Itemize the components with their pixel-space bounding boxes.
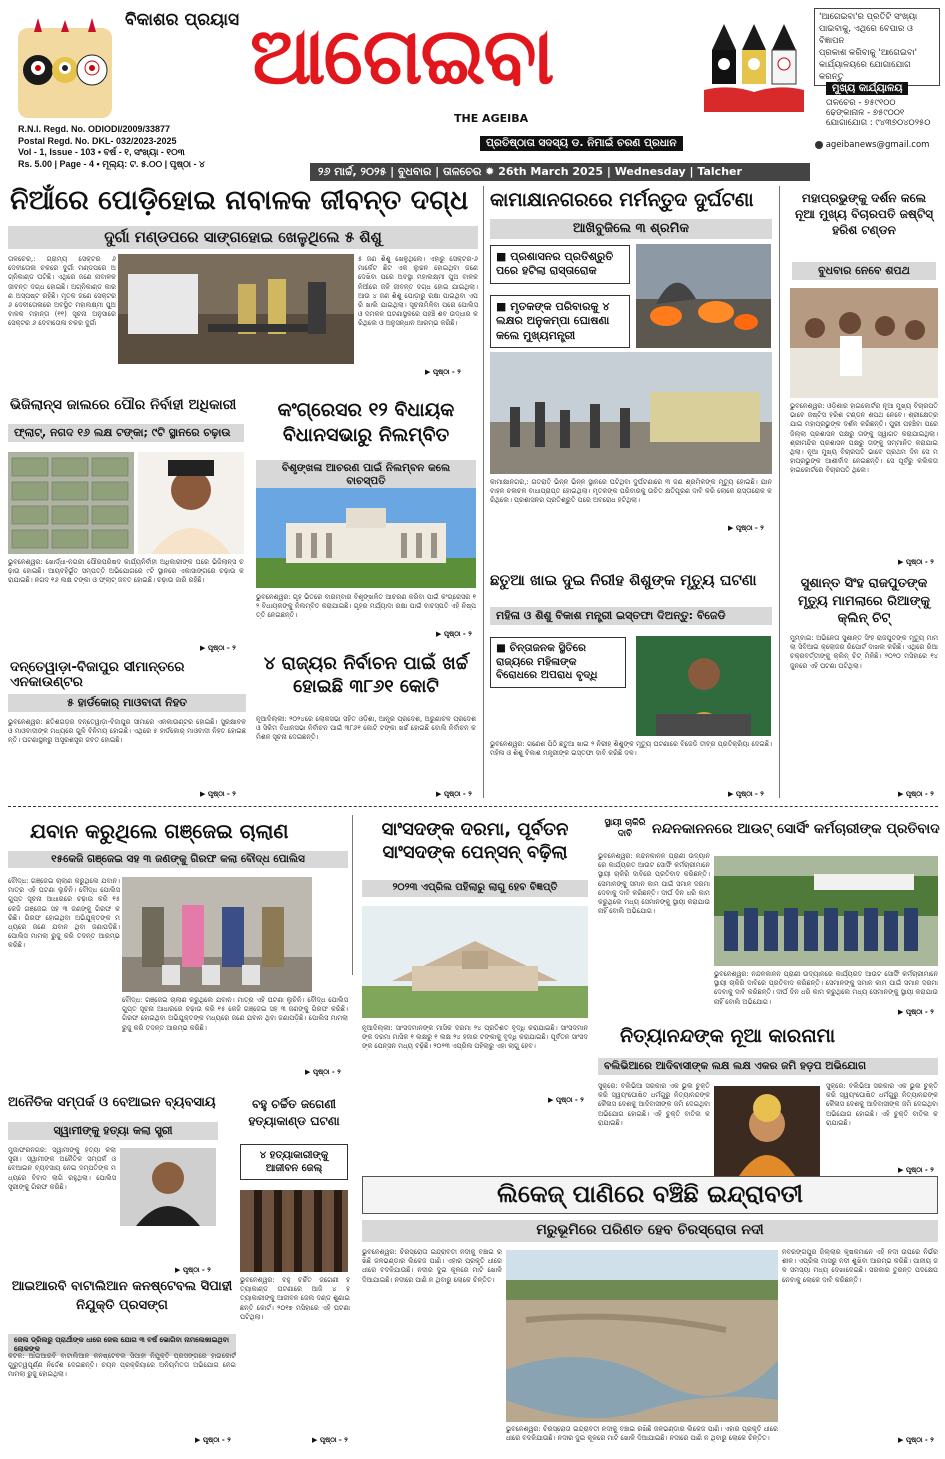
subhead-nithyananda: ବଲିଭିଆରେ ଆଦିବାସୀଙ୍କ ଲକ୍ଷ ଲକ୍ଷ ଏକର ଜମି ହଡ଼ପ ଅଭିଯୋଗ	[598, 1058, 938, 1075]
body-mp-salary: ନୂଆଦିଲ୍ଲୀ: ସାଂସଦମାନଙ୍କ ମାସିକ ଦରମା ୨୪ ପ୍ରତିଶତ ବୃଦ୍ଧି କରାଯାଇଛି। ସାଂସଦମାନଙ୍କ ଦରମା ମାସିକ ୧ ଲକ୍ଷରୁ ୧ ଲକ୍ଷ ୨୪ ହଜାର ଟଙ୍କାକୁ ବୃଦ୍ଧି କରାଯାଇଛି। ପୂର୍ବତନ ସାଂସଦଙ୍କ ପେନ୍ସନ ମଧ୍ୟ ବଢ଼ିଛି। ୨୦୨୩ ଏପ୍ରିଲ ପହିଲାରୁ ଏହା ଲାଗୁ ହେବ।	[362, 1024, 588, 1051]
photo-assembly	[256, 488, 476, 588]
body-nandankanan-bottom: ଭୁବନେଶ୍ୱର: ନନ୍ଦନକାନନ ପ୍ରାଣୀ ଉଦ୍ୟାନରେ କାର୍ଯ୍ୟରତ ଆଉଟ ସୋର୍ସିଂ କର୍ମଚାରୀମାନେ ସ୍ଥାୟୀ ଚାକିରି ଦାବିରେ ପ୍ରତିବାଦ କରିଛନ୍ତି। ସେମାନଙ୍କୁ ସମାନ କାମ ପାଇଁ ସମାନ ଦରମା ଦେବାକୁ ଦାବି କରିଛନ୍ତି। ଦୀର୍ଘ ଦିନ ଧରି କାମ କରୁଥିଲେ ମଧ୍ୟ ସେମାନଙ୍କୁ ସ୍ଥାୟୀ କରାଯାଉନାହିଁ ବୋଲି ଅଭିଯୋଗ।	[714, 970, 938, 1006]
body-indravati-caption: ଭୁବନେଶ୍ୱର: ଚିରସ୍ରୋତା ଇନ୍ଦ୍ରାବତୀ ନଦୀକୁ ବଞ୍ଚାଇ ରଖିଛି ଜଳଭଣ୍ଡାର ଲିକେଜ ପାଣି। ଏହାର ପ୍ରକୃତି ଧୀରେ ଧୀରେ ବଦଳିଯାଉଛି। ନଦୀର ଦୁଇ କୂଳରେ ମାଟି ଖୋଳି ଦିଆଯାଇଛି। ନଦୀରେ ପାଣି ନ ଥିବାରୁ ଲୋକେ ଚିନ୍ତିତ।	[506, 1425, 778, 1443]
registration-block	[18, 124, 298, 170]
continue-vigilance[interactable]: ▶ ପୃଷ୍ଠା - ୨	[200, 644, 236, 652]
body-illicit: ମୁଜାଫରନଗର: ସ୍ୱାମୀଙ୍କୁ ହତ୍ୟା କଲା ସ୍ତ୍ରୀ। ସ୍ୱାମୀଙ୍କ ଅନୈତିକ ସମ୍ପର୍କ ଓ ବେଆଇନ ବ୍ୟବସାୟ ନେଇ ଦମ୍ପତିଙ୍କ ମଧ୍ୟରେ ବିବାଦ ଲାଗି ରହୁଥିଲା। ପୋଲିସ ସ୍ତ୍ରୀଙ୍କୁ ଗିରଫ କରିଛି।	[8, 1146, 116, 1191]
body-encounter: ଭୁବନେଶ୍ୱର: ଛତିଶଗଡ଼ର ଦନ୍ତେୱାଡ଼ା-ବିଜାପୁର ସୀମାରେ ଏନକାଉଣ୍ଟର ହୋଇଛି। ସୁରକ୍ଷାବଳ ଓ ମାଓବାଦୀଙ୍କ ମଧ୍ୟରେ ଗୁଳି ବିନିମୟ ହୋଇଛି। ଏଥିରେ ୫ ହାର୍ଡକୋର୍ ମାଓବାଦୀ ନିହତ ହୋଇଛନ୍ତି। ଘଟଣାସ୍ଥଳରୁ ଅସ୍ତ୍ରଶସ୍ତ୍ର ଜବତ ହୋଇଛି।	[8, 718, 246, 745]
bullet-accident-1: ■ ପ୍ରଶାସନର ପ୍ରତିଶ୍ରୁତି ପରେ ହଟିଲା ରାସ୍ତାରୋକ	[490, 245, 630, 284]
office-line: ତାଳଚେର - ୭୫୯୧୦୦	[826, 98, 896, 108]
office-label: ମୁଖ୍ୟ କାର୍ଯ୍ୟାଳୟ	[826, 82, 908, 95]
photo-protest	[714, 856, 938, 966]
body-fire-right: ୫ ଜଣ ଶିଶୁ ଖେଳୁଥିଲେ। ଏହାରୁ ସେକ୍ଟର-୬ ମାର୍କେଟ ଛିଟ ଏକ ଲୁଚ୍ଚନ ହୋଇଥିବା ଜଣେ ଦେଖିବା ପରେ ଅବସ୍ଥା ମହାଲକ୍ଷ୍ମୀ ପୁଅ ବାଳକ ନିଆଁରେ ଜଳି ଜୀବନ୍ତ ଦଗ୍ଧ ହୋଇ ଯାଇଥିଲା। ଆଉ ୪ ଜଣ ଶିଶୁ ପୋଡ଼ାରୁ ରକ୍ଷା ପାଇଥିବା ଏପରି ଖାଲି ଯାଇଥିଲା। ସୂଚନାମିଳିବା ପରେ ପୋଲିସ ଓ ଦମକଳ ଘଟଣାସ୍ଥଳରେ ପହଞ୍ଚି ଶବ ଉଦ୍ଧାର କରିଥିଲେ ଓ ଅନୁସନ୍ଧାନ ଆରମ୍ଭ କରିଛି।	[358, 255, 478, 328]
postal-number: Postal Regd. No. DKL- 032/2023-2025	[18, 135, 177, 146]
office-contacts	[826, 98, 941, 128]
photo-fire-rescue	[118, 254, 354, 364]
subhead-jageni: ୪ ହତ୍ୟାକାରୀଙ୍କୁ ଆଜୀବନ ଜେଲ୍	[240, 1144, 348, 1180]
headline-mp-salary: ସାଂସଦଙ୍କ ଦରମା, ପୂର୍ବତନ ସାଂସଦଙ୍କ ପେନ୍ସନ୍ ବଢ଼ିଲା	[381, 819, 569, 864]
headline-mushroom: ଛତୁଆ ଖାଇ ଦୁଇ ନିରୀହ ଶିଶୁଙ୍କ ମୃତ୍ୟୁ ଘଟଣା	[490, 571, 757, 589]
price-page: Rs. 5.00 | Page - 4 • ମୂଲ୍ୟ: ଟ. ୫.୦୦ | ପୃଷ୍ଠା - ୪	[18, 158, 205, 169]
column-divider	[352, 815, 353, 975]
body-accident: କାମାକ୍ଷାନଗର,: ଗତରାତି ଭିନ୍ନ ଭିନ୍ନ ସ୍ଥାନରେ ଘଟିଥିବା ଦୁର୍ଘଟଣାରେ ୩ ଜଣ ଶ୍ରମିକଙ୍କ ମୃତ୍ୟୁ ହୋଇଛି। ଯାନବାହନ ଚଳାଚଳ ବାଧାପ୍ରାପ୍ତ ହୋଇଥିଲା। ମୃତକଙ୍କ ପରିବାରକୁ ଉଚିତ କ୍ଷତିପୂରଣ ଦାବି କରି ଲୋକେ ରାସ୍ତାରୋକ କରିଥିଲେ। ପ୍ରଶାସନର ପ୍ରତିଶ୍ରୁତି ପରେ ଅବରୋଧ ହଟିଥିଲା।	[490, 478, 772, 505]
continue-chief-justice[interactable]: ▶ ପୃଷ୍ଠା - ୨	[898, 558, 934, 566]
continue-accident[interactable]: ▶ ପୃଷ୍ଠା - ୨	[728, 524, 764, 532]
photo-parliament	[362, 906, 588, 1018]
continue-jageni[interactable]: ▶ ପୃଷ୍ଠା - ୨	[312, 1436, 348, 1444]
promo-box	[814, 8, 940, 86]
masthead-title: ଆଗେଇବା	[250, 11, 553, 102]
continue-congress[interactable]: ▶ ପୃଷ୍ଠା - ୨	[436, 630, 472, 638]
headline-jageni: ବହୁ ଚର୍ଚ୍ଚିତ ଜଗେଣୀ ହତ୍ୟାକାଣ୍ଡ ଘଟଣା	[248, 1097, 340, 1129]
column-divider	[483, 186, 484, 798]
column-divider	[779, 186, 780, 798]
subhead-vigilance: ଫ୍ଲାଟ୍, ନଗଦ ୧୬ ଲକ୍ଷ ଟଙ୍କା; ୯ଟି ସ୍ଥାନରେ ଚଢ଼ାଉ	[8, 424, 244, 442]
promo-line: ପାଇବାକୁ, ଏଥିରେ ବେପାର ଓ ବିଜ୍ଞାପନ	[819, 24, 913, 46]
continue-irb[interactable]: ▶ ପୃଷ୍ଠା - ୨	[195, 1436, 231, 1444]
headline-indravati: ଲିକେଜ୍ ପାଣିରେ ବଞ୍ଚିଛି ଇନ୍ଦ୍ରାବତୀ	[497, 1180, 803, 1208]
headline-chief-justice: ମହାପ୍ରଭୁଙ୍କୁ ଦର୍ଶନ କଲେ ନୂଆ ମୁଖ୍ୟ ବିଚାରପତି ଜଷ୍ଟିସ୍ ହରିଶ ଟଣ୍ଡନ	[795, 191, 933, 238]
body-indravati-right: ନବରଙ୍ଗପୁର ଜିଲ୍ଲାର କୃଷକମାନେ ଏହି ନଦୀ ଉପରେ ନିର୍ଭରଶୀଳ। ଏପ୍ରିଲ ମାସରୁ ନଦୀ ଶୁଖିବା ଆରମ୍ଭ କରିଛି। ପାନୀୟ ଜଳ ସମସ୍ୟା ମଧ୍ୟ ଦେଖାଦେଇଛି। ସରକାର ତୁରନ୍ତ ପଦକ୍ଷେପ ନେବାକୁ ଲୋକେ ଦାବି କରିଛନ୍ତି।	[782, 1248, 938, 1284]
email-line	[815, 140, 929, 150]
body-nithyananda-right: ସୁକ୍ରେ: ବଲିଭିଆ ସରକାର ଏକ ଭୁଲ ଚୁକ୍ତି କରି ସ୍ୱୟଂଘୋଷିତ ଧର୍ମଗୁରୁ ନିତ୍ୟାନନ୍ଦଙ୍କ କୈଳାସ ଦେଶକୁ ଆଦିବାସୀଙ୍କ ଜମି ଦେଇଥିବା ଅଭିଯୋଗ ହୋଇଛି। ଏହି ଚୁକ୍ତି ବାତିଲ କରାଯାଇଛି।	[826, 1082, 938, 1127]
continue-illicit[interactable]: ▶ ପୃଷ୍ଠା - ୨	[175, 1266, 211, 1274]
headline-encounter: ଦନ୍ତେୱାଡ଼ା-ବିଜାପୁର ସୀମାନ୍ତରେ ଏନକାଉଣ୍ଟର	[10, 659, 185, 690]
photo-fire-road	[636, 244, 771, 348]
bullet-mushroom: ■ ଚିନ୍ତାଜନକ ସ୍ଥିତିରେ ରାଜ୍ୟରେ ମହିଳାଙ୍କ ବିରୋଧରେ ଅପରାଧ ବୃଦ୍ଧି	[490, 637, 626, 688]
body-fire-left: ତାଳଚେର,: ଗ୍ରାମ୍ୟ ସେକ୍ଟର ୬ ଦେବୀତୋଳା ଚକରେ ଦୁର୍ଗା ମଣ୍ଡପରେ ଅଗ୍ନିକାଣ୍ଡ ଘଟିଛି। ଏଥିରେ ଜଣେ ନାବାଳକ ଜୀବନ୍ତ ଦଗ୍ଧ ହୋଇଛି। ଅଗ୍ନିକାଣ୍ଡ କାରଣ ଅସ୍ପଷ୍ଟ ରହିଛି। ମୃତକ ଜଣେ ସେକ୍ଟର ୬ ଦେବୀତୋଳାରେ ଅବସ୍ଥିତ ମହାଲକ୍ଷ୍ମୀ ପୁଅ ବାଳକ ମହାନ୍ତା (୧୧) ସୂଚନା ଅନୁସାରେ ସେକ୍ଟର ୬ ଦେବୀତୋଳା ଚକର ଦୁର୍ଗା	[8, 255, 116, 328]
headline-accident: କାମାକ୍ଷାନଗରରେ ମର୍ମନ୍ତୁଦ ଦୁର୍ଘଟଣା	[490, 189, 754, 211]
promo-line: ପ୍ରକାଶ କରିବାକୁ 'ଆଗେଇବା'	[819, 48, 917, 58]
subhead-accident: ଆଖିବୁଜିଲେ ୩ ଶ୍ରମିକ	[490, 219, 772, 239]
photo-road-blockade	[490, 352, 772, 474]
headline-congress: କଂଗ୍ରେସର ୧୨ ବିଧାୟକ ବିଧାନସଭାରୁ ନିଲମ୍ବିତ	[277, 399, 455, 446]
subhead-congress: ବିଶୃଙ୍ଖଳା ଆଚରଣ ପାଇଁ ନିଲମ୍ବନ କଲେ ବାଚସ୍ପତି	[256, 460, 476, 490]
headline-nithyananda: ନିତ୍ୟାନନ୍ଦଙ୍କ ନୂଆ କାରନାମା	[620, 1025, 836, 1047]
founder-line: ପ୍ରତିଷ୍ଠାତା ସଦସ୍ୟ ଡ. ନିମାଇଁ ଚରଣ ପ୍ରଧାନ	[480, 136, 683, 151]
continue-mp-salary[interactable]: ▶ ପୃଷ୍ଠା - ୨	[548, 1096, 584, 1104]
continue-ssr[interactable]: ▶ ପୃଷ୍ଠା - ୨	[898, 790, 934, 798]
continue-indravati[interactable]: ▶ ପୃଷ୍ଠା - ୨	[898, 1436, 934, 1444]
body-vigilance: ଭୁବନେଶ୍ୱର: ଖୋର୍ଦ୍ଧା-ନଗରୀ ପୌରପରିଷଦ କାର୍ଯ୍ୟନିର୍ବାହୀ ଅଧିକାରୀଙ୍କ ଘରେ ଭିଜିଲାନ୍ସ ଚଢ଼ାଉ ହୋଇଛି। ଆୟବହିର୍ଭୂତ ସମ୍ପତ୍ତି ଅଭିଯୋଗରେ ୯ଟି ସ୍ଥାନରେ ଏକାସାଙ୍ଗରେ ଚଢ଼ାଉ କରାଯାଇଛି। ନଗଦ ୧୬ ଲକ୍ଷ ଟଙ୍କା ଓ ଫ୍ଲାଟ୍ ଜବତ ହୋଇଛି। ଚଢ଼ାଉ ଜାରି ରହିଛି।	[8, 558, 244, 585]
photo-nithyananda	[714, 1086, 820, 1176]
headline-fire: ନିଆଁରେ ପୋଡ଼ିହୋଇ ନାବାଳକ ଜୀବନ୍ତ ଦଗ୍ଧ	[10, 185, 469, 216]
body-congress: ଭୁବନେଶ୍ୱର: ଗୃହ ଭିତରେ ବାରମ୍ବାର ବିଶୃଙ୍ଖଳିତ ଆଚରଣ କରିବା ପାଇଁ କଂଗ୍ରେସର ୧୨ ବିଧାୟକଙ୍କୁ ନିଲମ୍ବିତ କରାଯାଇଛି। ଗୃହର ମର୍ଯ୍ୟାଦା ରକ୍ଷା ପାଇଁ ବାଚସ୍ପତି ଏହି ନିଷ୍ପତ୍ତି ନେଇଛନ୍ତି।	[256, 593, 476, 620]
subhead-encounter: ୫ ହାର୍ଡକୋର୍ ମାଓବାଦୀ ନିହତ	[8, 694, 246, 712]
subhead-ganja: ୧୫କେଜି ଗଞ୍ଜେଇ ସହ ୩ ଜଣଙ୍କୁ ଗିରଫ କଲା ବୌଦ୍ଧ ପୋଲିସ	[8, 851, 348, 868]
english-title: THE AGEIBA	[454, 112, 529, 125]
photo-jail	[240, 1190, 348, 1272]
continue-encounter[interactable]: ▶ ପୃଷ୍ଠା - ୨	[200, 790, 236, 798]
continue-nithyananda[interactable]: ▶ ପୃଷ୍ଠା - ୨	[898, 1166, 934, 1174]
subhead-illicit: ସ୍ୱାମୀଙ୍କୁ ହତ୍ୟା କଲା ସ୍ତ୍ରୀ	[8, 1122, 218, 1140]
continue-nandankanan[interactable]: ▶ ପୃଷ୍ଠା - ୨	[898, 1008, 934, 1016]
office-line: ଢେଙ୍କାନାଳ - ୭୫୯୦୦୧	[826, 108, 905, 118]
subhead-irb: ଜେଲ ଡ୍ରିଲରୁ ପ୍ରାର୍ଥୀଙ୍କ ଧାରେ ଜେଲ ଯୋଗ ୩ ବର୍ଷ ଭୋଗିବା ନାମଲେଖାଇଥିବା ଲୋକଙ୍କ	[8, 1334, 236, 1356]
body-irb: କଟକ: ଆଇଆରବି ବାଟାଲିଆନ କନଷ୍ଟେବଲ ସିପାହୀ ନିଯୁକ୍ତି ପ୍ରସଙ୍ଗରେ ହାଇକୋର୍ଟ ଗୁରୁତ୍ୱପୂର୍ଣ୍ଣ ନିର୍ଦ୍ଦେଶ ଦେଇଛନ୍ତି। ଚୟନ ପ୍ରକ୍ରିୟାରେ ଅନିୟମିତତା ଅଭିଯୋଗ ନେଇ ମାମଲା ରୁଜୁ ହୋଇଥିଲା।	[8, 1352, 236, 1379]
body-indravati-left: ଭୁବନେଶ୍ୱର: ଚିରସ୍ରୋତା ଇନ୍ଦ୍ରାବତୀ ନଦୀକୁ ବଞ୍ଚାଇ ରଖିଛି ଜଳଭଣ୍ଡାର ଲିକେଜ ପାଣି। ଏହାର ପ୍ରକୃତି ଧୀରେ ଧୀରେ ବଦଳିଯାଉଛି। ନଦୀର ଦୁଇ କୂଳରେ ମାଟି ଖୋଳି ଦିଆଯାଇଛି। ନଦୀରେ ପାଣି ନ ଥିବାରୁ ଲୋକେ ଚିନ୍ତିତ।	[362, 1248, 502, 1284]
headline-election: ୪ ରାଜ୍ୟର ନିର୍ବାଚନ ପାଇଁ ଖର୍ଚ୍ଚ ହୋଇଛି ୩୮୬୧ କୋଟି	[263, 653, 469, 698]
kicker-nandankanan: ସ୍ଥାୟୀ ଚାକିରି ଦାବି	[604, 818, 646, 839]
body-mushroom: ଭୁବନେଶ୍ୱର: ଗଣେଶ ପିଠି ଛତୁଆ ଖାଇ ୨ ନିରୀହ ଶିଶୁଙ୍କ ମୃତ୍ୟୁ ଘଟଣାରେ ବିଜେଡି ତୀବ୍ର ପ୍ରତିକ୍ରିୟା ଦେଇଛି। ମହିଳା ଓ ଶିଶୁ ବିକାଶ ମନ୍ତ୍ରୀଙ୍କ ଇସ୍ତଫା ଦାବି କରିଛି ଦଳ।	[490, 740, 772, 758]
body-election: ନୂଆଦିଲ୍ଲୀ: ୨୦୨୪ରେ ଲୋକସଭା ସହିତ ଓଡ଼ିଶା, ଆନ୍ଧ୍ର ପ୍ରଦେଶ, ଅରୁଣାଚଳ ପ୍ରଦେଶ ଓ ସିକିମ ବିଧାନସଭା ନିର୍ବାଚନ ପାଇଁ ୩୮୬୧ କୋଟି ଟଙ୍କା ଖର୍ଚ୍ଚ ହୋଇଛି ବୋଲି ନିର୍ବାଚନ କମିଶନ ସୂଚନା ଦେଇଛନ୍ତି।	[256, 715, 476, 742]
promo-line: 'ଆଗେଇବା'ର ପ୍ରତିଟି ସଂଖ୍ୟା	[819, 12, 918, 22]
photo-bjd-leader	[636, 636, 771, 736]
headline-nandankanan: ନନ୍ଦନକାନନରେ ଆଉଟ୍ ସୋର୍ସିଂ କର୍ମଚାରୀଙ୍କ ପ୍ରତିବାଦ	[652, 821, 940, 837]
volume-issue: Vol - 1, Issue - 103 • ବର୍ଷ - ୧, ସଂଖ୍ୟା - ୧୦୩	[18, 147, 185, 157]
headline-irb: ଆଇଆରବି ବାଟାଲିଆନ କନଷ୍ଟେବଲ ସିପାହୀ ନିଯୁକ୍ତି ପ୍ରସଙ୍ଗ	[11, 1279, 233, 1313]
masthead	[0, 0, 945, 169]
jagannath-trinity-right-icon	[704, 20, 804, 112]
photo-cash	[8, 452, 134, 554]
photo-accused	[120, 1148, 216, 1226]
headline-ssr: ସୁଶାନ୍ତ ସିଂହ ରାଜପୁତଙ୍କ ମୃତ୍ୟୁ ମାମଲାରେ ରିଆଙ୍କୁ କ୍ଲିନ୍ ଚିଟ୍	[798, 576, 930, 627]
subhead-fire: ଦୁର୍ଗା ମଣ୍ଡପରେ ସାଙ୍ଗହୋଇ ଖେଳୁଥିଲେ ୫ ଶିଶୁ	[8, 226, 478, 249]
subhead-chief-justice: ବୁଧବାର ନେବେ ଶପଥ	[792, 262, 936, 280]
subhead-mp-salary: ୨୦୨୩ ଏପ୍ରିଲ ପହିଲାରୁ ଲାଗୁ ହେବ ବିଜ୍ଞପ୍ତି	[362, 880, 588, 897]
body-ssr: ମୁମ୍ବାଇ: ଅଭିନେତା ସୁଶାନ୍ତ ସିଂହ ରାଜପୁତଙ୍କ ମୃତ୍ୟୁ ମାମଲା ସିବିଆଇ କ୍ଲୋଜର ରିପୋର୍ଟ ଦାଖଲ କରିଛି। ଏଥିରେ ରିଆ ଚକ୍ରବର୍ତ୍ତୀଙ୍କୁ କ୍ଲିନ୍ ଚିଟ୍ ମିଳିଛି। ୨୦୨୦ ମସିହାରେ ୧୪ ଜୁନରେ ଏହି ଘଟଣା ଘଟିଥିଲା।	[790, 634, 938, 670]
photo-ganja-arrest	[122, 877, 312, 992]
promo-line: କାର୍ଯ୍ୟାଳୟରେ ଯୋଗାଯୋଗ କରନ୍ତୁ	[819, 60, 911, 82]
headline-vigilance: ଭିଜିଲାନ୍ସ ଜାଲରେ ପୌର ନିର୍ବାହୀ ଅଧିକାରୀ	[10, 397, 237, 413]
photo-officer	[138, 452, 244, 554]
body-nandankanan: ଭୁବନେଶ୍ୱର: ନନ୍ଦନକାନନ ପ୍ରାଣୀ ଉଦ୍ୟାନରେ କାର୍ଯ୍ୟରତ ଆଉଟ ସୋର୍ସିଂ କର୍ମଚାରୀମାନେ ସ୍ଥାୟୀ ଚାକିରି ଦାବିରେ ପ୍ରତିବାଦ କରିଛନ୍ତି। ସେମାନଙ୍କୁ ସମାନ କାମ ପାଇଁ ସମାନ ଦରମା ଦେବାକୁ ଦାବି କରିଛନ୍ତି। ଦୀର୍ଘ ଦିନ ଧରି କାମ କରୁଥିଲେ ମଧ୍ୟ ସେମାନଙ୍କୁ ସ୍ଥାୟୀ କରାଯାଉନାହିଁ ବୋଲି ଅଭିଯୋଗ।	[598, 852, 710, 916]
date-bar: ୨୬ ମାର୍ଚ୍ଚ, ୨୦୨୫ | ବୁଧବାର | ତାଳଚେର ✹ 26th March 2025 | Wednesday | Talcher	[310, 163, 810, 181]
continue-mushroom[interactable]: ▶ ପୃଷ୍ଠା - ୨	[728, 790, 764, 798]
section-divider	[8, 806, 938, 807]
body-ganja-right: ବୌଦ୍ଧ: ଗଞ୍ଜେଇ ଚାଲାଣ କରୁଥିଲେ ଯବାନ। ମାତ୍ର ଏହି ଘଟଣା ଲୁଚିନି। ବୌଦ୍ଧ ପୋଲିସ ଗୁପ୍ତ ସୂଚନା ଆଧାରରେ ଚଢ଼ାଉ କରି ୧୫ କେଜି ଗଞ୍ଜେଇ ସହ ୩ ଜଣଙ୍କୁ ଗିରଫ କରିଛି। ଗିରଫ ହୋଇଥିବା ଅଭିଯୁକ୍ତଙ୍କ ମଧ୍ୟରେ ଜଣେ ଯବାନ ଥିବା ଜଣାପଡ଼ିଛି। ପୋଲିସ ମାମଲା ରୁଜୁ କରି ତଦନ୍ତ ଆରମ୍ଭ କରିଛି।	[122, 996, 348, 1032]
body-jageni: ଭୁବନେଶ୍ୱର: ବହୁ ଚର୍ଚ୍ଚିତ ଜଗେଣୀ ହତ୍ୟାକାଣ୍ଡ ଘଟଣାରେ ଆଜି ୪ ହତ୍ୟାକାରୀଙ୍କୁ ଆଜୀବନ ଜେଲ ଦଣ୍ଡ ଶୁଣାଇଛନ୍ତି କୋର୍ଟ। ୨୦୧୭ ମସିହାରେ ଏହି ଘଟଣା ଘଟିଥିଲା।	[240, 1276, 350, 1321]
continue-ganja[interactable]: ▶ ପୃଷ୍ଠା - ୨	[305, 1068, 341, 1076]
subhead-mushroom: ମହିଳା ଓ ଶିଶୁ ବିକାଶ ମନ୍ତ୍ରୀ ଇସ୍ତଫା ଦିଅନ୍ତୁ: ବିଜେଡି	[490, 607, 772, 625]
masthead-tagline: ବିକାଶର ପ୍ରୟାସ	[125, 10, 240, 30]
body-chief-justice: ଭୁବନେଶ୍ୱର: ଓଡ଼ିଶାର ହାଇକୋର୍ଟର ନୂଆ ମୁଖ୍ୟ ବିଚାରପତି ଭାବେ ଜଷ୍ଟିସ ହରିଶ ଟଣ୍ଡନ ଶପଥ ନେବେ। ଶ୍ରୀକ୍ଷେତ୍ର ଯାଇ ମହାପ୍ରଭୁଙ୍କ ଦର୍ଶନ କରିଛନ୍ତି। ପୁରୀ ପହଞ୍ଚିବା ପରେ ଜିଲ୍ଲା ପ୍ରଶାସନ ପକ୍ଷରୁ ତାଙ୍କୁ ସ୍ୱାଗତ କରାଯାଇଥିଲା। ଶ୍ରୀମନ୍ଦିର ପ୍ରଶାସନ ପକ୍ଷରୁ ତାଙ୍କୁ ସମ୍ମାନିତ କରାଯାଇଥିଲା। ନୂଆ ମୁଖ୍ୟ ବିଚାରପତି ଭାବେ ପ୍ରଥମ ଦିନ ସେ ମହାପ୍ରଭୁଙ୍କ ଆଶୀର୍ବାଦ ନେଇଛନ୍ତି। ସେ ପୂର୍ବରୁ କଲିକତା ହାଇକୋର୍ଟରେ ବିଚାରପତି ଥିଲେ।	[790, 402, 938, 475]
continue-election[interactable]: ▶ ପୃଷ୍ଠା - ୨	[436, 790, 472, 798]
office-line: ଯୋଗାଯୋଗ : ୯୪୩୭୦୪୦୨୫୦	[826, 118, 931, 128]
headline-illicit: ଅନୈତିକ ସମ୍ପର୍କ ଓ ବେଆଇନ ବ୍ୟବସାୟ	[8, 1095, 216, 1110]
subhead-indravati: ମରୁଭୂମିରେ ପରିଣତ ହେବ ଚିରସ୍ରୋତା ନଦୀ	[362, 1220, 938, 1242]
email-icon	[815, 141, 823, 149]
continue-fire[interactable]: ▶ ପୃଷ୍ଠା - ୨	[425, 368, 461, 376]
rni-number: R.N.I. Regd. No. ODIODI/2009/33877	[18, 124, 171, 134]
email-address: ageibanews@gmail.com	[825, 140, 930, 150]
body-nithyananda-left: ସୁକ୍ରେ: ବଲିଭିଆ ସରକାର ଏକ ଭୁଲ ଚୁକ୍ତି କରି ସ୍ୱୟଂଘୋଷିତ ଧର୍ମଗୁରୁ ନିତ୍ୟାନନ୍ଦଙ୍କ କୈଳାସ ଦେଶକୁ ଆଦିବାସୀଙ୍କ ଜମି ଦେଇଥିବା ଅଭିଯୋଗ ହୋଇଛି। ଏହି ଚୁକ୍ତି ବାତିଲ କରାଯାଇଛି।	[598, 1082, 710, 1127]
jagannath-trinity-left-icon	[14, 18, 116, 122]
body-ganja-left: ବୌଦ୍ଧ: ଗଞ୍ଜେଇ ଚାଲାଣ କରୁଥିଲେ ଯବାନ। ମାତ୍ର ଏହି ଘଟଣା ଲୁଚିନି। ବୌଦ୍ଧ ପୋଲିସ ଗୁପ୍ତ ସୂଚନା ଆଧାରରେ ଚଢ଼ାଉ କରି ୧୫ କେଜି ଗଞ୍ଜେଇ ସହ ୩ ଜଣଙ୍କୁ ଗିରଫ କରିଛି। ଗିରଫ ହୋଇଥିବା ଅଭିଯୁକ୍ତଙ୍କ ମଧ୍ୟରେ ଜଣେ ଯବାନ ଥିବା ଜଣାପଡ଼ିଛି। ପୋଲିସ ମାମଲା ରୁଜୁ କରି ତଦନ୍ତ ଆରମ୍ଭ କରିଛି।	[8, 877, 120, 950]
photo-indravati-river	[506, 1250, 778, 1422]
bullet-accident-2: ■ ମୃତକଙ୍କ ପରିବାରକୁ ୪ ଲକ୍ଷର ଅନୁକମ୍ପା ଘୋଷଣା କଲେ ମୁଖ୍ୟମନ୍ତ୍ରୀ	[490, 295, 630, 348]
photo-chief-justice	[790, 288, 938, 398]
headline-ganja: ଯବାନ କରୁଥିଲେ ଗଞ୍ଜେଇ ଚାଲାଣ	[30, 819, 289, 843]
